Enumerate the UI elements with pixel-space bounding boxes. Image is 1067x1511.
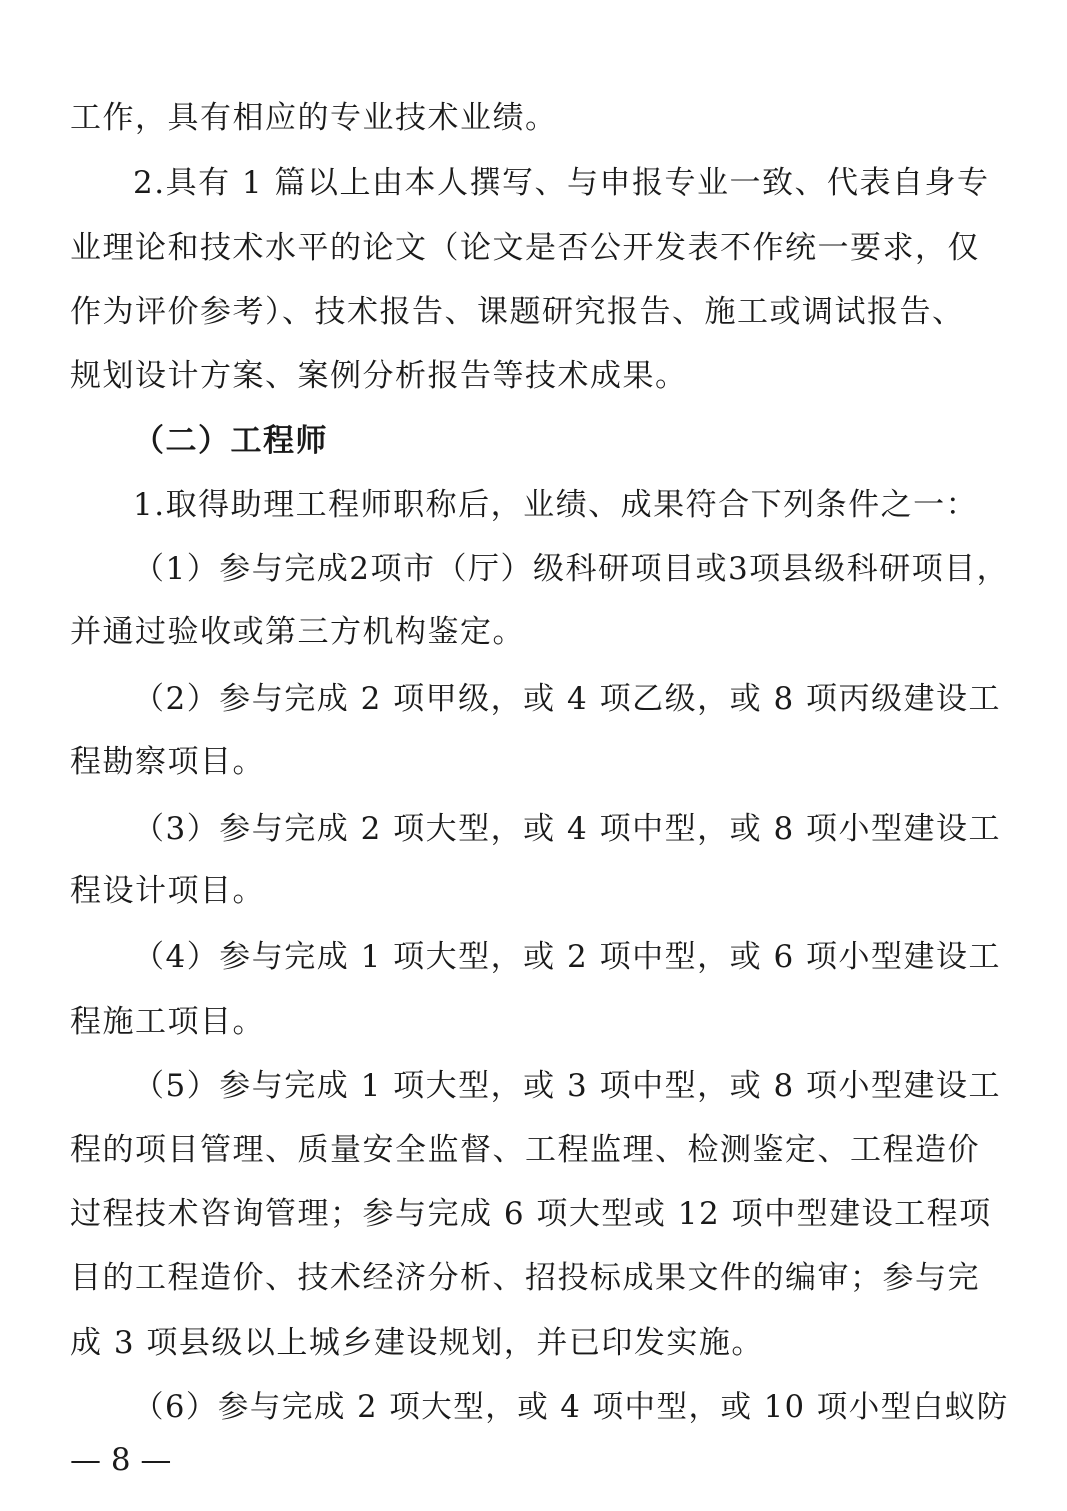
- text-line: 程勘察项目。: [70, 744, 265, 780]
- text-line: （4）参与完成 1 项大型，或 2 项中型，或 6 项小型建设工: [133, 939, 1002, 975]
- text-line: 程的项目管理、质量安全监督、工程监理、检测鉴定、工程造价: [70, 1132, 980, 1168]
- page-number: — 8 —: [70, 1442, 172, 1478]
- section-heading: （二）工程师: [133, 423, 328, 459]
- text-line: （1）参与完成2项市（厅）级科研项目或3项县级科研项目，: [133, 551, 1010, 587]
- text-line: 作为评价参考）、技术报告、课题研究报告、施工或调试报告、: [70, 294, 965, 330]
- text-line: 程施工项目。: [70, 1004, 265, 1040]
- text-line: 成 3 项县级以上城乡建设规划，并已印发实施。: [70, 1325, 764, 1361]
- text-line: （6）参与完成 2 项大型，或 4 项中型，或 10 项小型白蚁防: [133, 1390, 1009, 1425]
- text-line: 2.具有 1 篇以上由本人撰写、与申报专业一致、代表自身专: [133, 165, 990, 201]
- text-line: 过程技术咨询管理；参与完成 6 项大型或 12 项中型建设工程项: [70, 1196, 992, 1232]
- text-line: 程设计项目。: [70, 873, 265, 909]
- text-line: （2）参与完成 2 项甲级，或 4 项乙级，或 8 项丙级建设工: [133, 681, 1002, 717]
- text-line: （5）参与完成 1 项大型，或 3 项中型，或 8 项小型建设工: [133, 1068, 1002, 1104]
- text-line: （3）参与完成 2 项大型，或 4 项中型，或 8 项小型建设工: [133, 811, 1002, 847]
- text-line: 1.取得助理工程师职称后，业绩、成果符合下列条件之一：: [133, 487, 979, 523]
- text-line: 工作，具有相应的专业技术业绩。: [70, 100, 558, 136]
- text-line: 业理论和技术水平的论文（论文是否公开发表不作统一要求，仅: [70, 230, 980, 266]
- text-line: 并通过验收或第三方机构鉴定。: [70, 614, 525, 650]
- text-line: 目的工程造价、技术经济分析、招投标成果文件的编审；参与完: [70, 1260, 980, 1296]
- text-line: 规划设计方案、案例分析报告等技术成果。: [70, 358, 688, 394]
